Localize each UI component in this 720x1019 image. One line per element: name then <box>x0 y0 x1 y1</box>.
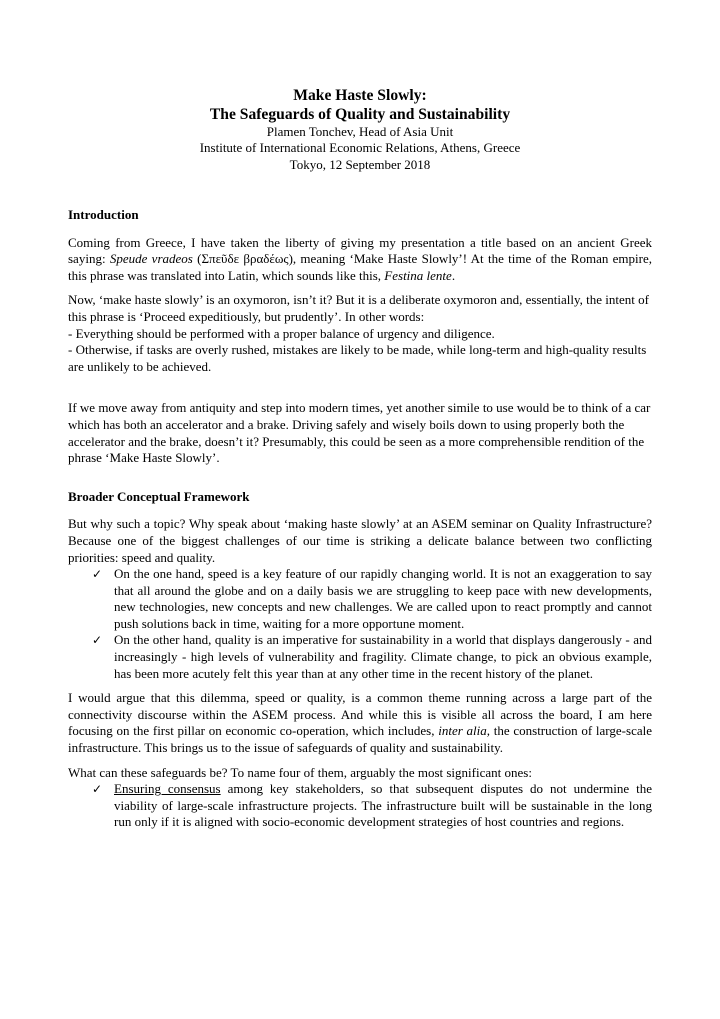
framework-p2-text-b: the construction of large-scale infrastructure. This brings us to the issue of safeguards of quality and sustainability. <box>68 723 652 756</box>
framework-p2-italic: inter alia, <box>438 723 490 739</box>
safeguards-checklist <box>68 781 652 831</box>
intro-p1-text-a: Coming from Greece, I have taken the liberty of giving my presentation a title based on an ancient Greek saying: <box>68 234 652 267</box>
intro-p1-text-b: (Σπεῦδε βραδέως), meaning ‘Make Haste Slowly’! At the time of the Roman empire, this phrase was translated into Latin, which sounds like this, <box>68 251 652 283</box>
intro-dash-item-1: - Everything should be performed with a proper balance of urgency and diligence. <box>68 325 495 341</box>
list-item <box>68 632 652 682</box>
document-header <box>0 86 720 173</box>
list-item-text: On the other hand, quality is an imperative for sustainability in a world that displays dangerously - and increasingly - high levels of vulnerability and fragility. Climate change, to pick an obvious example, has been more acutely felt this year than at any other time in the recent history of the planet. <box>114 632 652 681</box>
list-item <box>68 781 652 831</box>
intro-paragraph-3: If we move away from antiquity and step into modern times, yet another simile to use would be to think of a car which has both an accelerator and a brake. Driving safely and wisely boils down to using properly both the accelerator and the brake, doesn’t it? Presumably, this could be seen as a more comprehensible rendition of the phrase ‘Make Haste Slowly’. <box>68 400 651 466</box>
framework-p2-text-a: I would argue that this dilemma, speed or quality, is a common theme running across a large part of the connectivity discourse within the ASEM process. And while this is visible all across the board, I am here focusing on the first pillar on economic co-operation, which includes, <box>68 690 652 739</box>
checkmark-icon: ✓ <box>92 782 103 797</box>
section-heading-introduction: Introduction <box>68 207 139 222</box>
framework-paragraph-2 <box>68 690 652 756</box>
intro-p1-greek-phrase: Speude vradeos <box>109 251 193 267</box>
list-item-text: On the one hand, speed is a key feature of our rapidly changing world. It is not an exaggeration to say that all around the globe and on a daily basis we are struggling to keep pace with new developments, new technologies, new concepts and new challenges. We are called upon to react promptly and cannot push solutions back in time, waiting for a more opportune moment. <box>114 566 652 631</box>
document-body <box>68 207 652 831</box>
safeguard-underlined-term: Ensuring consensus <box>114 781 221 797</box>
intro-p1-text-c: . <box>451 267 456 283</box>
intro-paragraph-1 <box>68 235 652 285</box>
framework-checklist <box>68 566 652 682</box>
framework-paragraph-1: But why such a topic? Why speak about ‘making haste slowly’ at an ASEM seminar on Quality Infrastructure? Because one of the biggest challenges of our time is striking a delicate balance between two conflicting priorities: speed and quality. <box>68 516 652 565</box>
safeguard-text: among key stakeholders, so that subsequent disputes do not undermine the viability of large-scale infrastructure projects. The infrastructure built will be sustainable in the long run only if it is aligned with socio-economic development strategies of host countries and regions. <box>114 781 652 830</box>
checkmark-icon: ✓ <box>92 567 103 582</box>
framework-paragraph-3: What can these safeguards be? To name four of them, arguably the most significant ones: <box>68 764 532 780</box>
intro-p1-latin-phrase: Festina lente <box>384 267 452 283</box>
institute-line: Institute of International Economic Relations, Athens, Greece <box>199 140 521 156</box>
list-item <box>68 566 652 632</box>
title-line-1: Make Haste Slowly: <box>293 87 427 104</box>
checkmark-icon: ✓ <box>92 633 103 648</box>
section-heading-framework: Broader Conceptual Framework <box>68 488 250 504</box>
title-line-2: The Safeguards of Quality and Sustainability <box>209 106 511 123</box>
intro-dash-item-2: - Otherwise, if tasks are overly rushed, mistakes are likely to be made, while long-term and high-quality results are unlikely to be achieved. <box>68 342 647 374</box>
intro-paragraph-2: Now, ‘make haste slowly’ is an oxymoron, isn’t it? But it is a deliberate oxymoron and, essentially, the intent of this phrase is ‘Proceed expeditiously, but prudently’. In other words: <box>68 292 649 324</box>
author-line: Plamen Tonchev, Head of Asia Unit <box>266 124 454 139</box>
place-date-line: Tokyo, 12 September 2018 <box>289 156 431 172</box>
